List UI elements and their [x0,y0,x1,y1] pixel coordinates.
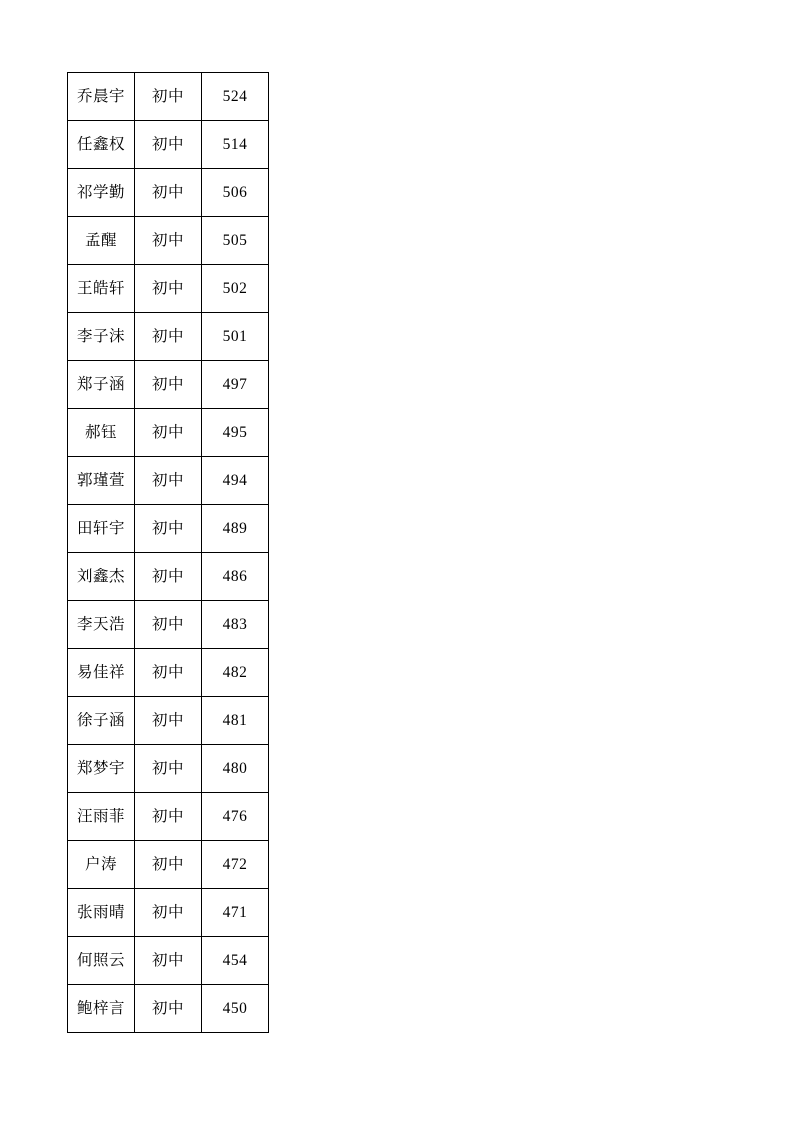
cell-score: 472 [202,841,269,889]
cell-student-name: 郑梦宇 [68,745,135,793]
table-row [68,985,269,1033]
cell-student-name: 郝钰 [68,409,135,457]
table-row [68,409,269,457]
cell-student-name: 何照云 [68,937,135,985]
table-row [68,361,269,409]
cell-school-level: 初中 [135,553,202,601]
table-row [68,601,269,649]
table-row [68,121,269,169]
table-row [68,697,269,745]
cell-school-level: 初中 [135,505,202,553]
cell-score: 489 [202,505,269,553]
cell-student-name: 鲍梓言 [68,985,135,1033]
cell-school-level: 初中 [135,457,202,505]
cell-school-level: 初中 [135,409,202,457]
cell-score: 505 [202,217,269,265]
cell-score: 495 [202,409,269,457]
cell-score: 476 [202,793,269,841]
cell-student-name: 李子沫 [68,313,135,361]
cell-school-level: 初中 [135,793,202,841]
cell-school-level: 初中 [135,697,202,745]
cell-score: 494 [202,457,269,505]
cell-student-name: 田轩宇 [68,505,135,553]
cell-school-level: 初中 [135,889,202,937]
cell-score: 501 [202,313,269,361]
table-row [68,745,269,793]
cell-student-name: 任鑫权 [68,121,135,169]
cell-school-level: 初中 [135,313,202,361]
cell-student-name: 乔晨宇 [68,73,135,121]
table-row [68,169,269,217]
cell-score: 486 [202,553,269,601]
cell-student-name: 王皓轩 [68,265,135,313]
cell-school-level: 初中 [135,841,202,889]
cell-score: 454 [202,937,269,985]
cell-student-name: 户涛 [68,841,135,889]
table-row [68,313,269,361]
cell-student-name: 刘鑫杰 [68,553,135,601]
cell-score: 483 [202,601,269,649]
table-row [68,73,269,121]
cell-school-level: 初中 [135,361,202,409]
cell-school-level: 初中 [135,745,202,793]
cell-school-level: 初中 [135,985,202,1033]
cell-school-level: 初中 [135,217,202,265]
cell-score: 524 [202,73,269,121]
cell-score: 497 [202,361,269,409]
table-row [68,265,269,313]
cell-score: 481 [202,697,269,745]
cell-student-name: 郭瑾萱 [68,457,135,505]
table-row [68,937,269,985]
cell-student-name: 张雨晴 [68,889,135,937]
table-row [68,841,269,889]
cell-score: 506 [202,169,269,217]
cell-student-name: 徐子涵 [68,697,135,745]
table-row [68,457,269,505]
cell-school-level: 初中 [135,937,202,985]
cell-student-name: 郑子涵 [68,361,135,409]
cell-score: 482 [202,649,269,697]
score-table-body [68,73,269,1033]
cell-school-level: 初中 [135,265,202,313]
table-row [68,793,269,841]
cell-student-name: 祁学勤 [68,169,135,217]
table-row [68,649,269,697]
cell-student-name: 孟醒 [68,217,135,265]
cell-school-level: 初中 [135,601,202,649]
cell-school-level: 初中 [135,169,202,217]
cell-score: 450 [202,985,269,1033]
cell-student-name: 易佳祥 [68,649,135,697]
table-row [68,889,269,937]
cell-student-name: 汪雨菲 [68,793,135,841]
score-table [67,72,269,1033]
cell-school-level: 初中 [135,121,202,169]
table-row [68,217,269,265]
cell-score: 502 [202,265,269,313]
table-row [68,505,269,553]
cell-student-name: 李天浩 [68,601,135,649]
cell-school-level: 初中 [135,73,202,121]
cell-score: 514 [202,121,269,169]
table-row [68,553,269,601]
cell-score: 471 [202,889,269,937]
cell-score: 480 [202,745,269,793]
cell-school-level: 初中 [135,649,202,697]
